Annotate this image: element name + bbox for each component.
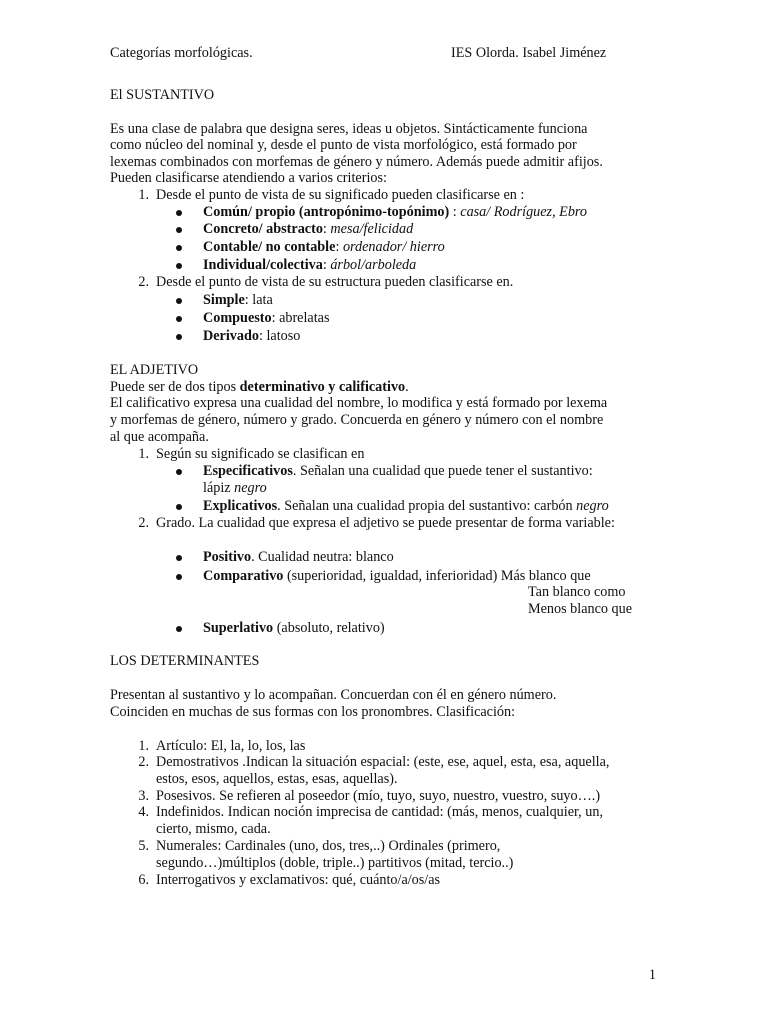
header-left: Categorías morfológicas. (110, 45, 253, 61)
bullet-icon (176, 469, 184, 477)
determinantes-title: LOS DETERMINANTES (110, 653, 260, 669)
bullet-icon (176, 210, 184, 218)
bullet-item: Individual/colectiva: árbol/arboleda (203, 257, 417, 273)
bullet-item: Especificativos. Señalan una cualidad que puede tener el sustantivo: (203, 463, 593, 479)
sustantivo-intro-2: como núcleo del nominal y, desde el punto de vista morfológico, está formado por (110, 137, 577, 153)
determinantes-intro-1: Presentan al sustantivo y lo acompañan. Concuerdan con él en género número. (110, 687, 557, 703)
list-text: Grado. La cualidad que expresa el adjetivo se puede presentar de forma variable: (156, 515, 615, 531)
bullet-item: Superlativo (absoluto, relativo) (203, 620, 385, 636)
sustantivo-intro-3: lexemas combinados con morfemas de género y número. Además puede admitir afijos. (110, 154, 603, 170)
bullet-icon (176, 298, 184, 306)
list-text: Demostrativos .Indican la situación espacial: (este, ese, aquel, esta, esa, aquella, (156, 754, 610, 770)
bullet-item: Derivado: latoso (203, 328, 301, 344)
sustantivo-intro-1: Es una clase de palabra que designa seres, ideas u objetos. Sintácticamente funciona (110, 121, 588, 137)
list-number: 2. (138, 274, 149, 290)
bullet-item: Compuesto: abrelatas (203, 310, 330, 326)
bullet-item: Explicativos. Señalan una cualidad propia del sustantivo: carbón negro (203, 498, 609, 514)
list-text: Desde el punto de vista de su significado pueden clasificarse en : (156, 187, 525, 203)
bullet-icon (176, 334, 184, 342)
adjetivo-body-2: y morfemas de género, número y grado. Concuerda en género y número con el nombre (110, 412, 604, 428)
list-text: Artículo: El, la, lo, los, las (156, 738, 306, 754)
list-number: 1. (138, 446, 149, 462)
bullet-icon (176, 504, 184, 512)
comparativo-igualdad: Tan blanco como (528, 584, 626, 600)
list-text: Según su significado se clasifican en (156, 446, 365, 462)
bullet-item-continuation: lápiz negro (203, 480, 267, 496)
list-text: Indefinidos. Indican noción imprecisa de cantidad: (más, menos, cualquier, un, (156, 804, 603, 820)
bullet-icon (176, 555, 184, 563)
bullet-item: Común/ propio (antropónimo-topónimo) : casa/ Rodríguez, Ebro (203, 204, 588, 220)
sustantivo-intro-4: Pueden clasificarse atendiendo a varios criterios: (110, 170, 387, 186)
bullet-item: Simple: lata (203, 292, 273, 308)
sustantivo-title: El SUSTANTIVO (110, 87, 215, 103)
bullet-item: Contable/ no contable: ordenador/ hierro (203, 239, 445, 255)
bullet-icon (176, 245, 184, 253)
adjetivo-title: EL ADJETIVO (110, 362, 199, 378)
list-text: Interrogativos y exclamativos: qué, cuánto/a/os/as (156, 872, 441, 888)
bullet-icon (176, 316, 184, 324)
bullet-icon (176, 227, 184, 235)
list-number: 2. (138, 754, 149, 770)
list-number: 3. (138, 788, 149, 804)
adjetivo-types: Puede ser de dos tipos determinativo y calificativo. (110, 379, 409, 395)
bullet-item: Comparativo (superioridad, igualdad, inferioridad) Más blanco que (203, 568, 591, 584)
list-number: 1. (138, 187, 149, 203)
bullet-item: Positivo. Cualidad neutra: blanco (203, 549, 394, 565)
bullet-icon (176, 263, 184, 271)
list-text: segundo…)múltiplos (doble, triple..) partitivos (mitad, tercio..) (156, 855, 514, 871)
header-right: IES Olorda. Isabel Jiménez (451, 45, 607, 61)
list-text: cierto, mismo, cada. (156, 821, 271, 837)
list-number: 5. (138, 838, 149, 854)
page-number: 1 (648, 967, 656, 983)
determinantes-intro-2: Coinciden en muchas de sus formas con los pronombres. Clasificación: (110, 704, 516, 720)
list-number: 4. (138, 804, 149, 820)
adjetivo-body-3: al que acompaña. (110, 429, 209, 445)
adjetivo-body-1: El calificativo expresa una cualidad del nombre, lo modifica y está formado por lexema (110, 395, 608, 411)
list-text: Numerales: Cardinales (uno, dos, tres,..) Ordinales (primero, (156, 838, 501, 854)
list-text: Posesivos. Se refieren al poseedor (mío, tuyo, suyo, nuestro, vuestro, suyo….) (156, 788, 601, 804)
list-number: 6. (138, 872, 149, 888)
comparativo-inferioridad: Menos blanco que (528, 601, 633, 617)
bullet-icon (176, 574, 184, 582)
bullet-item: Concreto/ abstracto: mesa/felicidad (203, 221, 414, 237)
bullet-icon (176, 626, 184, 634)
list-text: estos, esos, aquellos, estas, esas, aquellas). (156, 771, 398, 787)
list-number: 1. (138, 738, 149, 754)
list-number: 2. (138, 515, 149, 531)
list-text: Desde el punto de vista de su estructura pueden clasificarse en. (156, 274, 514, 290)
